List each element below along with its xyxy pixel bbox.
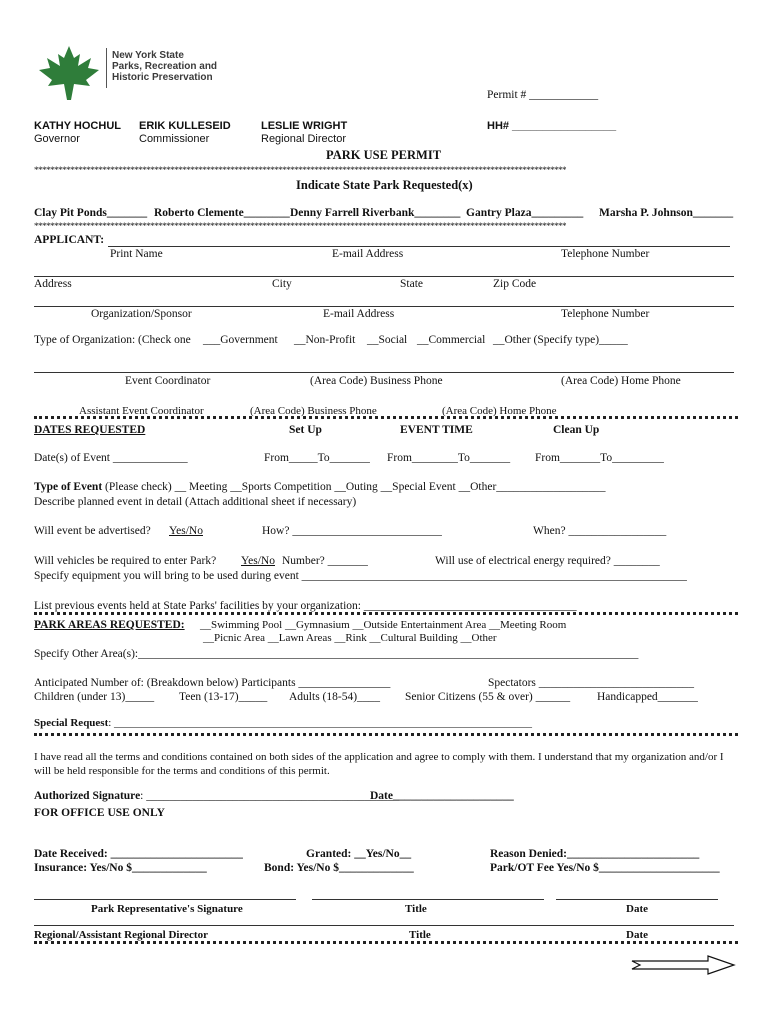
vehicles-number-field[interactable]: Number? _______	[282, 555, 368, 567]
park-rep-signature-line[interactable]	[34, 899, 296, 900]
park-areas-heading: PARK AREAS REQUESTED:	[34, 619, 185, 631]
hh-number: HH# _________________	[487, 120, 617, 132]
telephone-label: Telephone Number	[561, 248, 650, 260]
park-gantry-plaza[interactable]: Gantry Plaza_________	[466, 207, 584, 219]
state-label: State	[400, 278, 423, 290]
title-line-1[interactable]	[312, 899, 544, 900]
maple-leaf-logo-icon	[36, 44, 102, 102]
reason-denied-field[interactable]: Reason Denied:_______________________	[490, 848, 700, 860]
next-page-arrow-icon[interactable]	[630, 955, 736, 975]
senior-field[interactable]: Senior Citizens (55 & over) ______	[405, 691, 571, 703]
org-email-label: E-mail Address	[323, 308, 395, 320]
describe-event-label: Describe planned event in detail (Attach additional sheet if necessary)	[34, 496, 357, 508]
park-denny-farrell[interactable]: Denny Farrell Riverbank________	[290, 207, 461, 219]
applicant-line[interactable]	[108, 246, 730, 247]
park-marsha-johnson[interactable]: Marsha P. Johnson_______	[599, 207, 734, 219]
date-received-field[interactable]: Date Received: _______________________	[34, 848, 243, 860]
zip-label: Zip Code	[493, 278, 537, 290]
star-divider-2: *************************************************************************************************************************************	[34, 222, 566, 231]
org-type-other[interactable]: __Other (Specify type)_____	[493, 334, 628, 346]
regional-director-line[interactable]	[34, 925, 734, 926]
cleanup-heading: Clean Up	[553, 424, 600, 436]
date-line-1[interactable]	[556, 899, 718, 900]
address-label: Address	[34, 278, 72, 290]
organization-line[interactable]	[34, 306, 734, 307]
org-type-social[interactable]: __Social	[367, 334, 408, 346]
applicant-label: APPLICANT:	[34, 234, 105, 246]
page-title: PARK USE PERMIT	[326, 148, 442, 162]
title-label-1: Title	[405, 903, 427, 915]
electric-energy-field[interactable]: Will use of electrical energy required? ________	[435, 555, 660, 567]
assistant-home-phone-label: (Area Code) Home Phone	[442, 405, 557, 417]
business-phone-label: (Area Code) Business Phone	[310, 375, 443, 387]
home-phone-label: (Area Code) Home Phone	[561, 375, 681, 387]
park-areas-row2[interactable]: __Picnic Area __Lawn Areas __Rink __Cultural Building __Other	[203, 632, 497, 644]
commissioner-title: Commissioner	[139, 133, 210, 145]
setup-heading: Set Up	[289, 424, 322, 436]
governor-title: Governor	[34, 133, 80, 145]
dotted-divider-2	[34, 612, 738, 615]
org-type-commercial[interactable]: __Commercial	[417, 334, 486, 346]
signature-date-field[interactable]: Date_____________________	[370, 790, 514, 802]
org-telephone-label: Telephone Number	[561, 308, 650, 320]
participants-field[interactable]: Anticipated Number of: (Breakdown below) Participants ________________	[34, 677, 391, 689]
director-name: LESLIE WRIGHT	[261, 120, 348, 132]
other-areas-field[interactable]: Specify Other Area(s):_______________________________________________________________________________________	[34, 648, 639, 660]
bond-field[interactable]: Bond: Yes/No $_____________	[264, 862, 414, 874]
dates-requested-heading: DATES REQUESTED	[34, 424, 146, 436]
advertised-how-field[interactable]: How? __________________________	[262, 525, 442, 537]
advertised-yes-no[interactable]: Yes/No	[169, 525, 203, 537]
park-requested-heading: Indicate State Park Requested(x)	[296, 178, 473, 192]
address-line[interactable]	[34, 276, 734, 277]
logo-divider	[106, 48, 107, 88]
advertised-when-field[interactable]: When? _________________	[533, 525, 667, 537]
dotted-divider-3	[34, 733, 738, 736]
org-type-nonprofit[interactable]: __Non-Profit	[294, 334, 356, 346]
coordinator-line[interactable]	[34, 372, 734, 373]
terms-text: I have read all the terms and conditions contained on both sides of the application and agree to comply with them. I understand that my organization and/or I will be held responsible for the terms and conditions of this permit.	[34, 751, 724, 777]
city-label: City	[272, 278, 292, 290]
handicapped-field[interactable]: Handicapped_______	[597, 691, 698, 703]
agency-name: New York State Parks, Recreation and Historic Preservation	[112, 50, 218, 83]
star-divider: *************************************************************************************************************************************	[34, 166, 566, 175]
previous-events-field[interactable]: List previous events held at State Parks' facilities by your organization: _____________________________________	[34, 600, 577, 612]
children-field[interactable]: Children (under 13)_____	[34, 691, 155, 703]
teen-field[interactable]: Teen (13-17)_____	[179, 691, 268, 703]
event-time-heading: EVENT TIME	[400, 424, 473, 436]
authorized-signature-field[interactable]: Authorized Signature: ____________________________________________	[34, 790, 400, 802]
email-label: E-mail Address	[332, 248, 404, 260]
permit-number: Permit # ____________	[487, 89, 599, 101]
date-label-2: Date	[626, 929, 648, 941]
event-time-field[interactable]: From________To_______	[387, 452, 511, 464]
adults-field[interactable]: Adults (18-54)____	[289, 691, 381, 703]
director-title: Regional Director	[261, 133, 346, 145]
title-label-2: Title	[409, 929, 431, 941]
spectators-field[interactable]: Spectators ___________________________	[488, 677, 695, 689]
vehicles-question: Will vehicles be required to enter Park?	[34, 555, 217, 567]
organization-label: Organization/Sponsor	[91, 308, 192, 320]
assistant-coordinator-label: Assistant Event Coordinator	[79, 405, 204, 417]
commissioner-name: ERIK KULLESEID	[139, 120, 231, 132]
park-rep-signature-label: Park Representative's Signature	[91, 903, 243, 915]
park-fee-field[interactable]: Park/OT Fee Yes/No $_____________________	[490, 862, 720, 874]
office-use-heading: FOR OFFICE USE ONLY	[34, 807, 165, 819]
park-roberto-clemente[interactable]: Roberto Clemente________	[154, 207, 290, 219]
setup-time-field[interactable]: From_____To_______	[264, 452, 370, 464]
park-clay-pit[interactable]: Clay Pit Ponds_______	[34, 207, 148, 219]
event-coordinator-label: Event Coordinator	[125, 375, 211, 387]
park-areas-row1[interactable]: __Swimming Pool __Gymnasium __Outside Entertainment Area __Meeting Room	[200, 619, 567, 631]
special-request-field[interactable]: Special Request: ____________________________________________________________________________	[34, 717, 533, 729]
date-label-1: Date	[626, 903, 648, 915]
date-of-event-field[interactable]: Date(s) of Event _____________	[34, 452, 188, 464]
print-name-label: Print Name	[110, 248, 163, 260]
dotted-divider	[34, 416, 738, 419]
equipment-field[interactable]: Specify equipment you will bring to be used during event ___________________________________________________________________	[34, 570, 687, 582]
cleanup-time-field[interactable]: From_______To_________	[535, 452, 664, 464]
assistant-business-phone-label: (Area Code) Business Phone	[250, 405, 377, 417]
insurance-field[interactable]: Insurance: Yes/No $_____________	[34, 862, 207, 874]
vehicles-yes-no[interactable]: Yes/No	[241, 555, 275, 567]
advertised-question: Will event be advertised?	[34, 525, 151, 537]
granted-field[interactable]: Granted: __Yes/No__	[306, 848, 412, 860]
event-type-row[interactable]: Type of Event (Please check) __ Meeting __Sports Competition __Outing __Special Event __Other___________________	[34, 481, 606, 493]
org-type-label: Type of Organization: (Check one	[34, 334, 191, 346]
governor-name: KATHY HOCHUL	[34, 120, 121, 132]
org-type-government[interactable]: ___Government	[203, 334, 278, 346]
dotted-divider-4	[34, 941, 738, 944]
regional-director-label: Regional/Assistant Regional Director	[34, 929, 208, 941]
